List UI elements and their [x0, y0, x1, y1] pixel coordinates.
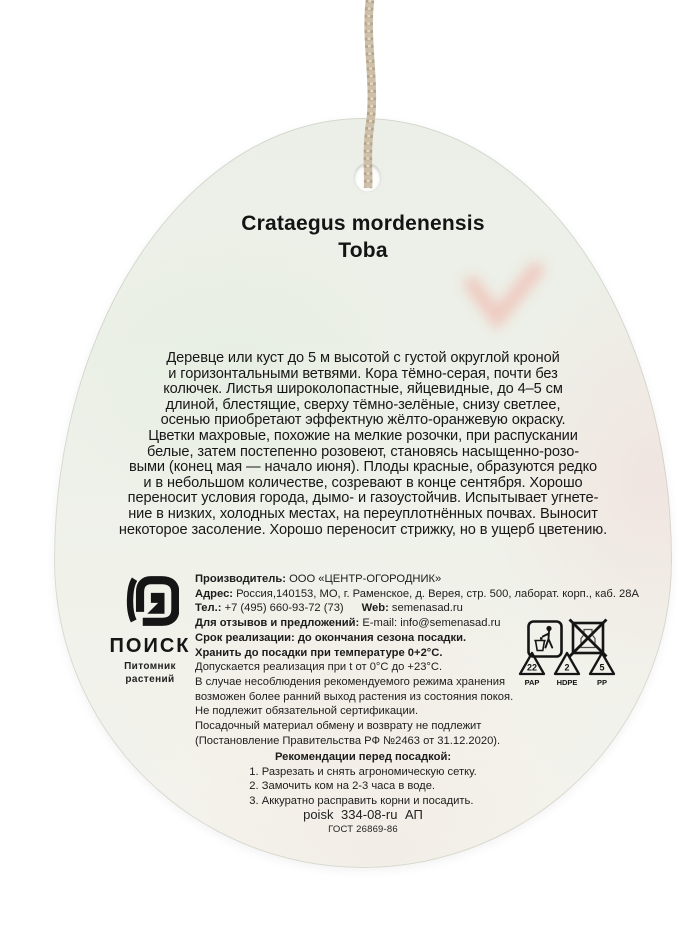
- packaging-icons: [509, 616, 639, 706]
- info-line: Не подлежит обязательной сертификации.: [195, 705, 419, 718]
- info-line: Посадочный материал обмену и возврату не подлежит: [195, 720, 482, 733]
- recommendation-item: 3. Аккуратно расправить корни и посадить.: [249, 794, 474, 807]
- selling-period-line: Срок реализации: до окончания сезона посадки.: [195, 631, 467, 644]
- description-line: некоторое засоление. Хорошо переносит стрижку, но в ущерб цветению.: [118, 521, 608, 538]
- svg-text:22: 22: [526, 662, 538, 673]
- svg-text:5: 5: [599, 662, 605, 673]
- address-line: Адрес: Россия,140153, МО, г. Раменское, д. Верея, стр. 500, лаборат. корп., каб. 28А: [195, 587, 639, 600]
- twine-string: [330, 0, 410, 200]
- recommendation-item: 2. Замочить ком на 2-3 часа в воде.: [249, 780, 436, 793]
- description-line: колючек. Листья широколопастные, яйцевидные, до 4–5 см: [163, 381, 563, 398]
- description-line: переносит условия города, дымо- и газоустойчив. Испытывает угнете-: [127, 490, 599, 507]
- faded-pink-mark: [452, 258, 552, 338]
- material-code: PAP: [524, 678, 540, 687]
- description-line: осенью приобретают эффектную жёлто-оранжевую окраску.: [160, 412, 566, 429]
- recycling-triangle-icon: [552, 650, 582, 677]
- material-code: HDPE: [556, 678, 578, 687]
- info-line: Допускается реализация при t от 0°С до +23°С.: [195, 661, 443, 674]
- plant-description: [54, 351, 672, 538]
- svg-text:2: 2: [564, 662, 570, 673]
- description-line: длиной, блестящие, сверху тёмно-зелёные, снизу светлее,: [165, 396, 561, 413]
- description-line: ние в низких, холодных местах, на переуплотнённых почвах. Выносит: [128, 505, 598, 522]
- storage-line: Хранить до посадки при температуре 0+2°С.: [195, 646, 443, 659]
- brand-tagline: Питомник растений: [124, 661, 176, 685]
- plant-cultivar-name: Toba: [338, 239, 388, 262]
- recycling-triangle-icon: [517, 650, 547, 677]
- article-code: poisk 334-08-ru АП: [303, 807, 423, 822]
- phone-web-line: Тел.: +7 (495) 660-93-72 (73) Web: semenasad.ru: [195, 602, 463, 615]
- feedback-line: Для отзывов и предложений: E-mail: info@semenasad.ru: [195, 617, 501, 630]
- plant-latin-name: Crataegus mordenensis: [241, 212, 485, 235]
- description-line: и в небольшом количестве, созревают в конце сентября. Хорошо: [143, 474, 583, 491]
- recycling-triangle-icon: [587, 650, 617, 677]
- plant-title: [54, 210, 672, 264]
- description-line: выми (конец мая — начало июня). Плоды красные, образуются редко: [128, 459, 598, 476]
- recommendations-heading: Рекомендации перед посадкой:: [274, 751, 452, 763]
- description-line: и горизонтальными ветвями. Кора тёмно-серая, почти без: [168, 365, 558, 382]
- description-line: Цветки махровые, похожие на мелкие розочки, при распускании: [148, 427, 578, 444]
- gost-standard: ГОСТ 26869-86: [328, 824, 398, 835]
- recommendations-block: [54, 750, 672, 808]
- description-line: белые, затем постепенно розовеют, становясь насыщенно-розо-: [147, 443, 579, 460]
- recommendations-list: [249, 765, 476, 809]
- info-line: В случае несоблюдения рекомендуемого режима хранения: [195, 675, 505, 688]
- info-line: возможен более ранний выход растения из состояния покоя.: [195, 690, 514, 703]
- plant-tag: [54, 118, 672, 868]
- brand-name: ПОИСК: [109, 635, 191, 657]
- poisk-logo-icon: [121, 575, 179, 627]
- recommendation-item: 1. Разрезать и снять агрономическую сетку.: [249, 765, 477, 778]
- info-line: (Постановление Правительства РФ №2463 от 31.12.2020).: [195, 734, 501, 747]
- poisk-brand-block: [102, 575, 198, 686]
- description-line: Деревце или куст до 5 м высотой с густой округлой кроной: [166, 350, 560, 366]
- producer-line: Производитель: ООО «ЦЕНТР-ОГОРОДНИК»: [195, 573, 442, 585]
- material-code: PP: [596, 678, 607, 687]
